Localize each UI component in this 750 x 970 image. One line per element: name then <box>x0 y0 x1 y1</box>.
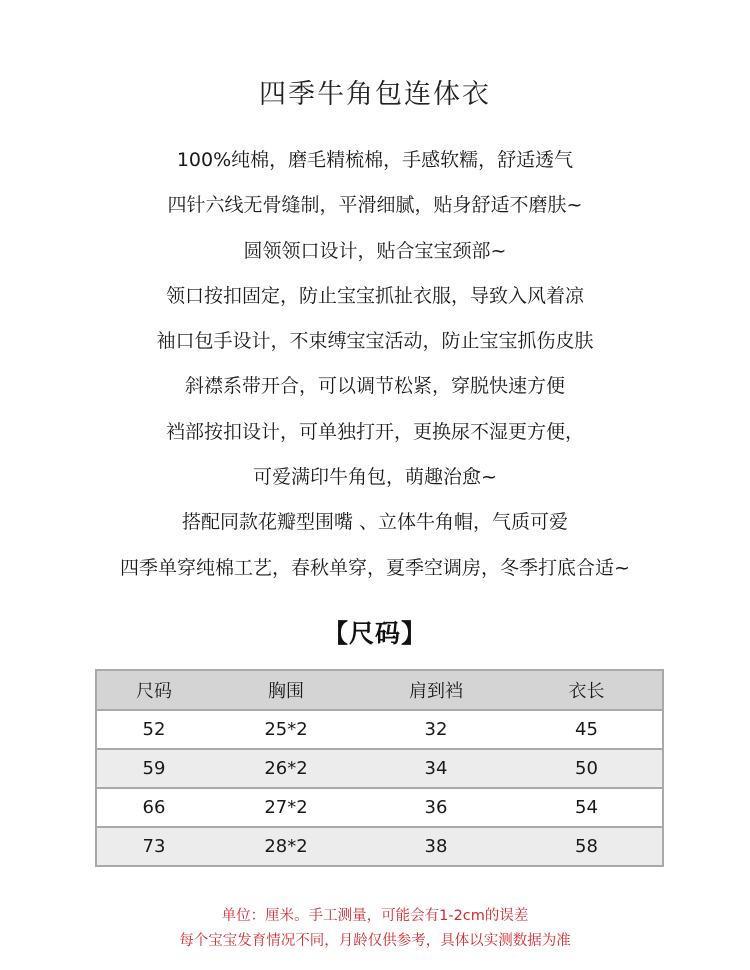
table-row <box>96 788 663 827</box>
cell-shoulder-to-crotch: 32 <box>424 719 448 740</box>
feature-item: 领口按扣固定，防止宝宝抓扯衣服，导致入风着凉 <box>165 284 584 307</box>
feature-item: 100%纯棉，磨毛精梳棉，手感软糯，舒适透气 <box>176 149 574 171</box>
header-chest: 胸围 <box>268 681 304 702</box>
cell-chest: 26*2 <box>264 758 308 779</box>
cell-chest: 27*2 <box>264 797 308 818</box>
header-size: 尺码 <box>136 681 172 702</box>
cell-length: 45 <box>575 719 598 740</box>
feature-item: 可爱满印牛角包，萌趣治愈~ <box>253 466 497 489</box>
size-table-header-row <box>96 670 663 710</box>
feature-item: 圆领领口设计，贴合宝宝颈部~ <box>243 239 507 262</box>
cell-size: 73 <box>142 836 166 857</box>
table-row <box>96 749 663 788</box>
feature-item: 搭配同款花瓣型围嘴 、立体牛角帽，气质可爱 <box>181 511 569 534</box>
cell-size: 59 <box>142 758 166 779</box>
header-length: 衣长 <box>568 681 605 702</box>
feature-item: 裆部按扣设计，可单独打开，更换尿不湿更方便， <box>165 420 584 443</box>
note-age-reference: 每个宝宝发育情况不同，月龄仅供参考，具体以实测数据为准 <box>179 933 571 949</box>
cell-length: 58 <box>575 836 598 857</box>
cell-shoulder-to-crotch: 38 <box>424 836 448 857</box>
feature-item: 四季单穿纯棉工艺，春秋单穿，夏季空调房，冬季打底合适~ <box>120 556 630 579</box>
feature-item: 四针六线无骨缝制，平滑细腻，贴身舒适不磨肤~ <box>167 194 583 217</box>
cell-shoulder-to-crotch: 36 <box>424 797 448 818</box>
cell-chest: 25*2 <box>264 719 308 740</box>
cell-length: 54 <box>575 797 598 818</box>
table-row <box>96 710 663 749</box>
table-row <box>96 827 663 866</box>
feature-list <box>0 142 750 595</box>
cell-chest: 28*2 <box>264 836 308 857</box>
product-title: 四季牛角包连体衣 <box>259 79 491 110</box>
cell-size: 66 <box>142 797 166 818</box>
feature-item: 斜襟系带开合，可以调节松紧，穿脱快速方便 <box>184 375 565 398</box>
note-unit: 单位：厘米。手工测量，可能会有1-2cm的误差 <box>221 908 529 924</box>
feature-item: 袖口包手设计，不束缚宝宝活动，防止宝宝抓伤皮肤 <box>156 330 594 353</box>
cell-size: 52 <box>142 719 166 740</box>
cell-length: 50 <box>575 758 598 779</box>
size-table <box>95 669 664 867</box>
size-section-heading: 【尺码】 <box>322 619 427 648</box>
cell-shoulder-to-crotch: 34 <box>424 758 448 779</box>
header-shoulder-to-crotch: 肩到裆 <box>409 681 463 702</box>
measurement-notes <box>0 904 750 954</box>
